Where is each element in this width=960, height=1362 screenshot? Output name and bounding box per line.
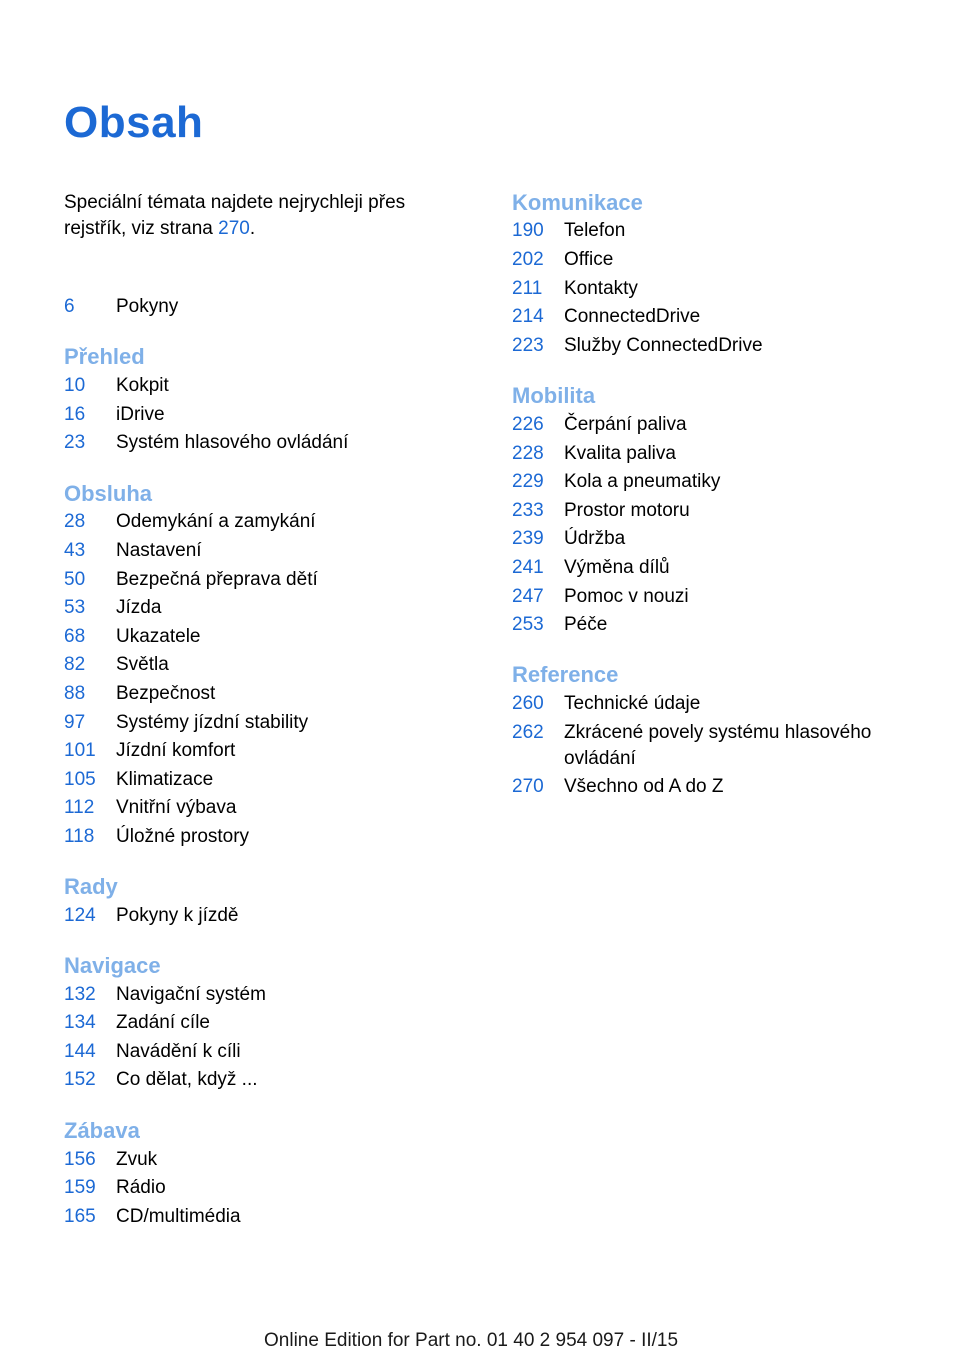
toc-entry-label: Ukazatele <box>116 626 201 647</box>
toc-entry-label: Co dělat, když ... <box>116 1069 258 1090</box>
toc-entry-label: Navádění k cíli <box>116 1041 241 1062</box>
toc-entry-label: Bezpečnost <box>116 683 216 704</box>
toc-entry[interactable] <box>64 1067 456 1093</box>
intro-sentence: Speciální témata najdete nejrychleji přes rejstřík, viz strana <box>64 192 406 239</box>
toc-entry-label: ConnectedDrive <box>564 306 701 327</box>
toc-entry[interactable] <box>64 903 456 929</box>
toc-entry-label: Kontakty <box>564 278 638 299</box>
toc-page-number: 247 <box>512 586 544 607</box>
toc-entry[interactable] <box>512 218 904 244</box>
toc-entry-label: Všechno od A do Z <box>564 776 724 797</box>
toc-entry[interactable] <box>64 1147 456 1173</box>
toc-entry[interactable] <box>64 1175 456 1201</box>
toc-page-number: 241 <box>512 557 544 578</box>
toc-entry[interactable] <box>64 681 456 707</box>
intro-text <box>64 190 464 242</box>
toc-entry-label: Klimatizace <box>116 769 214 790</box>
toc-entry[interactable] <box>64 402 456 428</box>
toc-entry-label: CD/multimédia <box>116 1206 241 1227</box>
toc-page-number: 134 <box>64 1012 96 1033</box>
toc-page-number: 82 <box>64 654 86 675</box>
toc-entry[interactable] <box>512 774 904 800</box>
toc-entry[interactable] <box>512 691 904 717</box>
toc-entry-label: Světla <box>116 654 169 675</box>
toc-page-number: 233 <box>512 500 544 521</box>
toc-entry[interactable] <box>512 526 904 552</box>
toc-entry-label: Výměna dílů <box>564 557 670 578</box>
toc-page-number: 50 <box>64 569 86 590</box>
toc-entry-label: Pomoc v nouzi <box>564 586 689 607</box>
toc-page-number: 28 <box>64 511 86 532</box>
toc-entry-label: Telefon <box>564 220 626 241</box>
toc-entry-label: Zkrácené povely systému hlasového ovládání <box>564 722 872 769</box>
toc-entry[interactable] <box>64 373 456 399</box>
section-title-komunikace: Komunikace <box>512 190 643 215</box>
toc-entry-label: Zadání cíle <box>116 1012 210 1033</box>
toc-page-number: 144 <box>64 1041 96 1062</box>
toc-entry-label: Čerpání paliva <box>564 414 687 435</box>
toc-entry[interactable] <box>64 538 456 564</box>
section-title-prehled: Přehled <box>64 344 145 369</box>
index-page-link[interactable]: 270 <box>218 218 250 239</box>
toc-entry[interactable] <box>512 555 904 581</box>
section-title-rady: Rady <box>64 874 118 899</box>
toc-page-number: 124 <box>64 905 96 926</box>
toc-entry[interactable] <box>512 441 904 467</box>
section-title-obsluha: Obsluha <box>64 481 153 506</box>
toc-entry-label: Nastavení <box>116 540 202 561</box>
toc-page-number: 270 <box>512 776 544 797</box>
toc-entry-label: Vnitřní výbava <box>116 797 237 818</box>
toc-entry[interactable] <box>512 412 904 438</box>
toc-entry-label: Zvuk <box>116 1149 158 1170</box>
toc-entry-pokyny[interactable] <box>64 294 456 320</box>
toc-page-number: 23 <box>64 432 86 453</box>
toc-entry[interactable] <box>512 584 904 610</box>
intro-end: . <box>249 218 256 239</box>
toc-entry[interactable] <box>512 304 904 330</box>
toc-page-number: 88 <box>64 683 86 704</box>
toc-entry-label: Služby ConnectedDrive <box>564 335 763 356</box>
toc-page-number: 253 <box>512 614 544 635</box>
toc-entry[interactable] <box>512 498 904 524</box>
toc-entry-label: Pokyny <box>116 296 179 317</box>
toc-page-number: 159 <box>64 1177 96 1198</box>
toc-entry[interactable] <box>64 624 456 650</box>
toc-entry[interactable] <box>64 1039 456 1065</box>
toc-entry[interactable] <box>64 824 456 850</box>
toc-page-number: 260 <box>512 693 544 714</box>
toc-page-number: 165 <box>64 1206 96 1227</box>
toc-entry-label: Kokpit <box>116 375 169 396</box>
section-title-mobilita: Mobilita <box>512 383 596 408</box>
page-title: Obsah <box>64 98 204 147</box>
section-title-reference: Reference <box>512 662 619 687</box>
toc-entry-label: Office <box>564 249 614 270</box>
toc-entry-label: Rádio <box>116 1177 166 1198</box>
toc-entry-label: iDrive <box>116 404 165 425</box>
toc-page-number: 214 <box>512 306 544 327</box>
toc-entry-label: Navigační systém <box>116 984 266 1005</box>
toc-page-number: 202 <box>512 249 544 270</box>
toc-entry[interactable] <box>64 795 456 821</box>
toc-entry[interactable] <box>64 1010 456 1036</box>
toc-page-number: 152 <box>64 1069 96 1090</box>
toc-page-number: 118 <box>64 826 95 847</box>
toc-entry[interactable] <box>512 469 904 495</box>
toc-page-number: 223 <box>512 335 544 356</box>
toc-entry[interactable] <box>64 1204 456 1230</box>
toc-page-number: 132 <box>64 984 96 1005</box>
toc-entry-label: Údržba <box>564 528 626 549</box>
toc-page-number: 239 <box>512 528 544 549</box>
toc-page-number: 68 <box>64 626 86 647</box>
toc-entry[interactable] <box>64 738 456 764</box>
toc-page-number: 43 <box>64 540 86 561</box>
toc-entry[interactable] <box>64 430 456 456</box>
toc-entry-label: Úložné prostory <box>116 826 250 847</box>
toc-entry-label: Kvalita paliva <box>564 443 676 464</box>
toc-page-number: 226 <box>512 414 544 435</box>
toc-page-number: 228 <box>512 443 544 464</box>
section-title-zabava: Zábava <box>64 1118 140 1143</box>
toc-entry[interactable] <box>512 720 904 772</box>
toc-page-number: 6 <box>64 296 75 317</box>
toc-entry-label: Prostor motoru <box>564 500 690 521</box>
toc-page-number: 53 <box>64 597 86 618</box>
toc-entry-label: Systém hlasového ovládání <box>116 432 349 453</box>
toc-entry[interactable] <box>64 710 456 736</box>
toc-page-number: 101 <box>64 740 96 761</box>
toc-page-number: 10 <box>64 375 86 396</box>
toc-entry[interactable] <box>64 652 456 678</box>
toc-entry-label: Systémy jízdní stability <box>116 712 309 733</box>
toc-entry[interactable] <box>64 567 456 593</box>
toc-page-number: 211 <box>512 278 543 299</box>
toc-entry-label: Pokyny k jízdě <box>116 905 239 926</box>
toc-entry-label: Kola a pneumatiky <box>564 471 721 492</box>
toc-page-number: 229 <box>512 471 544 492</box>
toc-entry-label: Péče <box>564 614 608 635</box>
toc-page-number: 112 <box>64 797 95 818</box>
toc-entry[interactable] <box>64 595 456 621</box>
toc-entry[interactable] <box>512 612 904 638</box>
toc-page-number: 156 <box>64 1149 96 1170</box>
toc-entry[interactable] <box>64 982 456 1008</box>
toc-entry[interactable] <box>512 276 904 302</box>
toc-page-number: 105 <box>64 769 96 790</box>
toc-page-number: 97 <box>64 712 86 733</box>
toc-entry[interactable] <box>64 767 456 793</box>
toc-entry[interactable] <box>512 333 904 359</box>
toc-entry[interactable] <box>64 509 456 535</box>
section-title-navigace: Navigace <box>64 953 161 978</box>
edition-footer: Online Edition for Part no. 01 40 2 954 097 - II/15 <box>264 1330 679 1351</box>
toc-entry-label: Technické údaje <box>564 693 701 714</box>
toc-entry-label: Bezpečná přeprava dětí <box>116 569 318 590</box>
toc-entry-label: Jízdní komfort <box>116 740 236 761</box>
toc-page-number: 190 <box>512 220 544 241</box>
toc-page-number: 262 <box>512 722 544 743</box>
toc-entry-label: Odemykání a zamykání <box>116 511 316 532</box>
toc-entry[interactable] <box>512 247 904 273</box>
toc-page-number: 16 <box>64 404 86 425</box>
toc-entry-label: Jízda <box>116 597 162 618</box>
